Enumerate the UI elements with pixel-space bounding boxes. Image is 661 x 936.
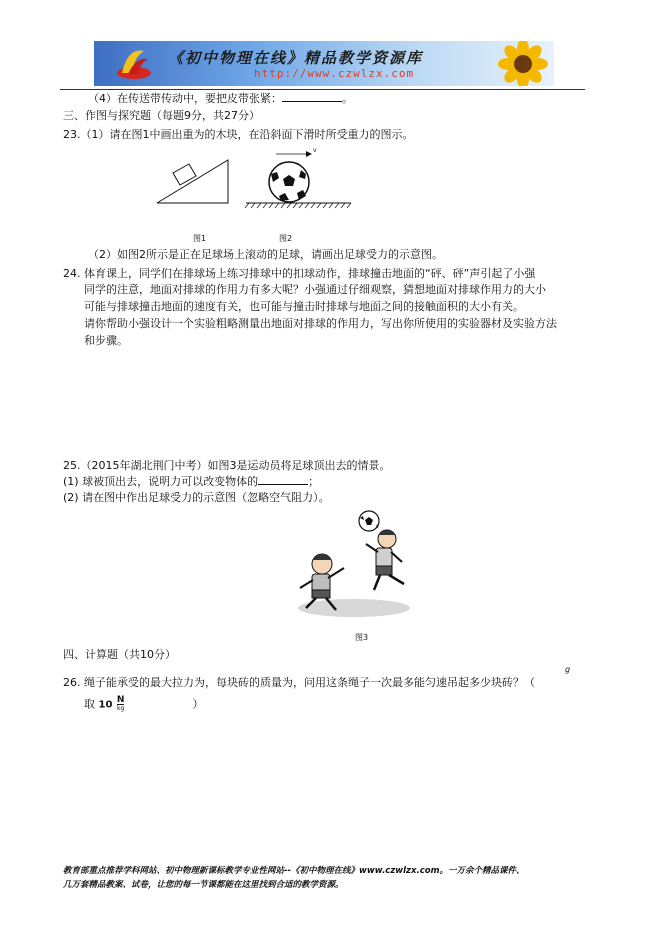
question-23-1: 23.（1）请在图1中画出重为的木块，在沿斜面下滑时所受重力的图示。 [63,128,414,141]
question-25-line-1: 25.（2015年湖北荆门中考）如图3是运动员将足球顶出去的情景。 [63,459,391,472]
question-22-4: （4）在传送带传动中，要把皮带张紧： 。 [88,92,353,105]
section-4-heading: 四、计算题（共10分） [63,648,176,661]
figure-2-soccer-ball-diagram [243,148,355,210]
banner-title: 《初中物理在线》精品教学资源库 [168,49,424,67]
sunflower-icon [492,41,554,86]
footer-line-2: 几万套精品教案、试卷，让您的每一节课都能在这里找到合适的教学资源。 [63,880,344,890]
header-banner [94,41,554,86]
question-24-line-4: 请你帮助小强设计一个实验粗略测量出地面对排球的作用力，写出你所使用的实验器材及实验方法 [84,317,557,330]
site-logo-icon [114,43,154,83]
figure-2-caption: 图2 [279,234,293,243]
g-value-number: 10 [98,699,113,711]
question-24-line-2: 同学的注意，地面对排球的作用力有多大呢？小强通过仔细观察，猜想地面对排球作用力的大小 [84,283,546,296]
question-25-1: (1) 球被顶出去，说明力可以改变物体的 ； [63,475,320,488]
figure-1-caption: 图1 [193,234,207,243]
banner-url[interactable]: http://www.czwlzx.com [254,67,415,80]
question-26-line-1: 26. 绳子能承受的最大拉力为，每块砖的质量为，问用这条绳子一次最多能匀速吊起多少块砖？（ [63,676,535,689]
question-26-line-2: 取 10 $\frac{N}{kg}$ ） [84,695,204,712]
question-24-line-3: 可能与排球撞击地面的速度有关，也可能与撞击时排球与地面之间的接触面积的大小有关。 [84,300,524,313]
figure-3-heading-ball-illustration [292,508,422,620]
figure-3-caption: 图3 [355,633,369,642]
question-24-line-5: 和步骤。 [84,334,128,347]
question-23-2: （2）如图2所示是正在足球场上滚动的足球，请画出足球受力的示意图。 [88,248,443,261]
section-3-heading: 三、作图与探究题（每题9分，共27分） [63,109,260,122]
question-25-2: (2) 请在图中作出足球受力的示意图（忽略空气阻力）。 [63,491,330,504]
question-24-line-1: 24. 体育课上，同学们在排球场上练习排球中的扣球动作，排球撞击地面的“砰、砰”声引起了小强 [63,267,536,280]
answer-blank-22-4[interactable] [282,91,342,102]
answer-blank-25-1[interactable] [258,474,308,485]
footer-line-1: 教育部重点推荐学科网站、初中物理新课标教学专业性网站--《初中物理在线》www.czwlzx.com。一万余个精品课件、 [63,866,525,876]
velocity-label: v [313,147,317,154]
header-rule [60,89,585,90]
gravity-g-symbol: g [565,665,571,674]
figure-1-incline-diagram [155,158,230,206]
unit-n-per-kg: $\frac{N}{kg}$ [116,695,125,712]
